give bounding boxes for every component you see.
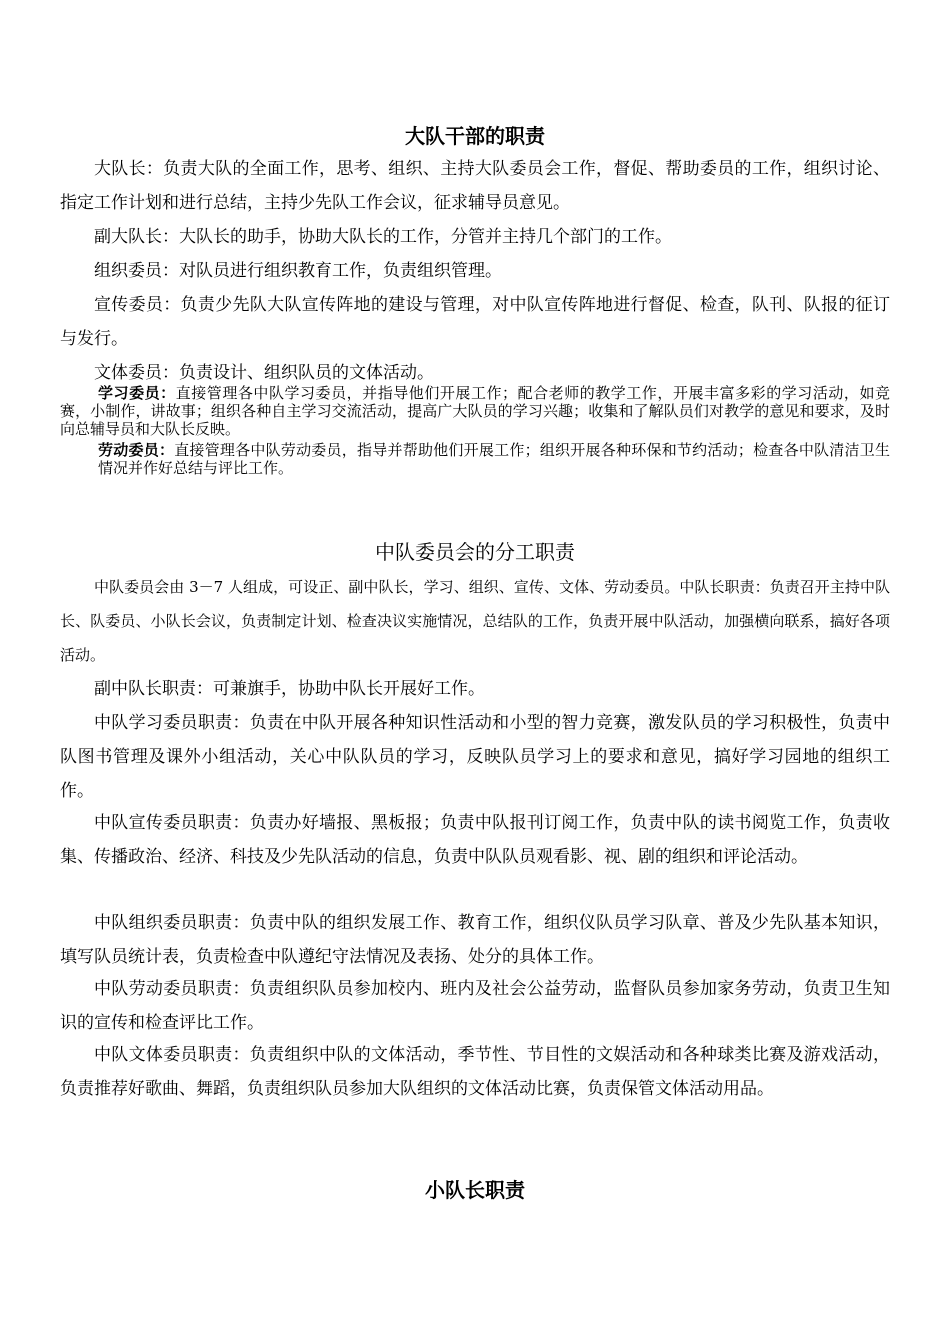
section-title-squadron-committee: 中队委员会的分工职责 bbox=[375, 540, 575, 564]
paragraph-labor-member bbox=[98, 441, 890, 477]
paragraph-squadron-committee-intro: 中队委员会由 3－7 人组成，可设正、副中队长，学习、组织、宣传、文体、劳动委员。中队长职责：负责召开主持中队长、队委员、小队长会议，负责制定计划、检查决议实施情况，总结队的工作，负责开展中队活动，加强横向联系，搞好各项活动。 bbox=[60, 578, 890, 664]
paragraph-culture-sports-member: 文体委员：负责设计、组织队员的文体活动。 bbox=[94, 363, 434, 383]
labor-member-text: 直接管理各中队劳动委员，指导并帮助他们开展工作；组织开展各种环保和节约活动；检查各中队清洁卫生情况并作好总结与评比工作。 bbox=[98, 441, 890, 477]
paragraph-squadron-publicity-member: 中队宣传委员职责：负责办好墙报、黑板报；负责中队报刊订阅工作，负责中队的读书阅览工作，负责收集、传播政治、经济、科技及少先队活动的信息，负责中队队员观看影、视、剧的组织和评论活动。 bbox=[60, 813, 890, 867]
paragraph-organization-member: 组织委员：对队员进行组织教育工作，负责组织管理。 bbox=[94, 261, 502, 281]
paragraph-deputy-squadron-leader: 副中队长职责：可兼旗手，协助中队长开展好工作。 bbox=[94, 679, 485, 699]
section-title-team-leader: 小队长职责 bbox=[425, 1178, 525, 1202]
section-title-brigade-cadres: 大队干部的职责 bbox=[405, 124, 545, 148]
labor-member-label: 劳动委员： bbox=[98, 441, 175, 459]
paragraph-brigade-leader: 大队长：负责大队的全面工作，思考、组织、主持大队委员会工作，督促、帮助委员的工作，组织讨论、指定工作计划和进行总结，主持少先队工作会议，征求辅导员意见。 bbox=[60, 159, 890, 213]
paragraph-deputy-brigade-leader: 副大队长：大队长的助手，协助大队长的工作，分管并主持几个部门的工作。 bbox=[94, 227, 672, 247]
paragraph-squadron-culture-sports-member: 中队文体委员职责：负责组织中队的文体活动，季节性、节目性的文娱活动和各种球类比赛及游戏活动，负责推荐好歌曲、舞蹈，负责组织队员参加大队组织的文体活动比赛，负责保管文体活动用品。 bbox=[60, 1045, 890, 1099]
paragraph-publicity-member: 宣传委员：负责少先队大队宣传阵地的建设与管理，对中队宣传阵地进行督促、检查，队刊、队报的征订与发行。 bbox=[60, 295, 890, 349]
paragraph-study-member bbox=[60, 384, 890, 438]
paragraph-squadron-labor-member: 中队劳动委员职责：负责组织队员参加校内、班内及社会公益劳动，监督队员参加家务劳动，负责卫生知识的宣传和检查评比工作。 bbox=[60, 979, 890, 1033]
study-member-text: 直接管理各中队学习委员，并指导他们开展工作；配合老师的教学工作，开展丰富多彩的学习活动，如竞赛，小制作，讲故事；组织各种自主学习交流活动，提高广大队员的学习兴趣；收集和了解队员们对教学的意见和要求，及时向总辅导员和大队长反映。 bbox=[60, 384, 890, 438]
paragraph-squadron-study-member: 中队学习委员职责：负责在中队开展各种知识性活动和小型的智力竞赛，激发队员的学习积极性，负责中队图书管理及课外小组活动，关心中队队员的学习，反映队员学习上的要求和意见，搞好学习园地的组织工作。 bbox=[60, 713, 890, 801]
study-member-label: 学习委员： bbox=[98, 384, 176, 402]
paragraph-squadron-organization-member: 中队组织委员职责：负责中队的组织发展工作、教育工作，组织仪队员学习队章、普及少先队基本知识，填写队员统计表，负责检查中队遵纪守法情况及表扬、处分的具体工作。 bbox=[60, 913, 890, 967]
